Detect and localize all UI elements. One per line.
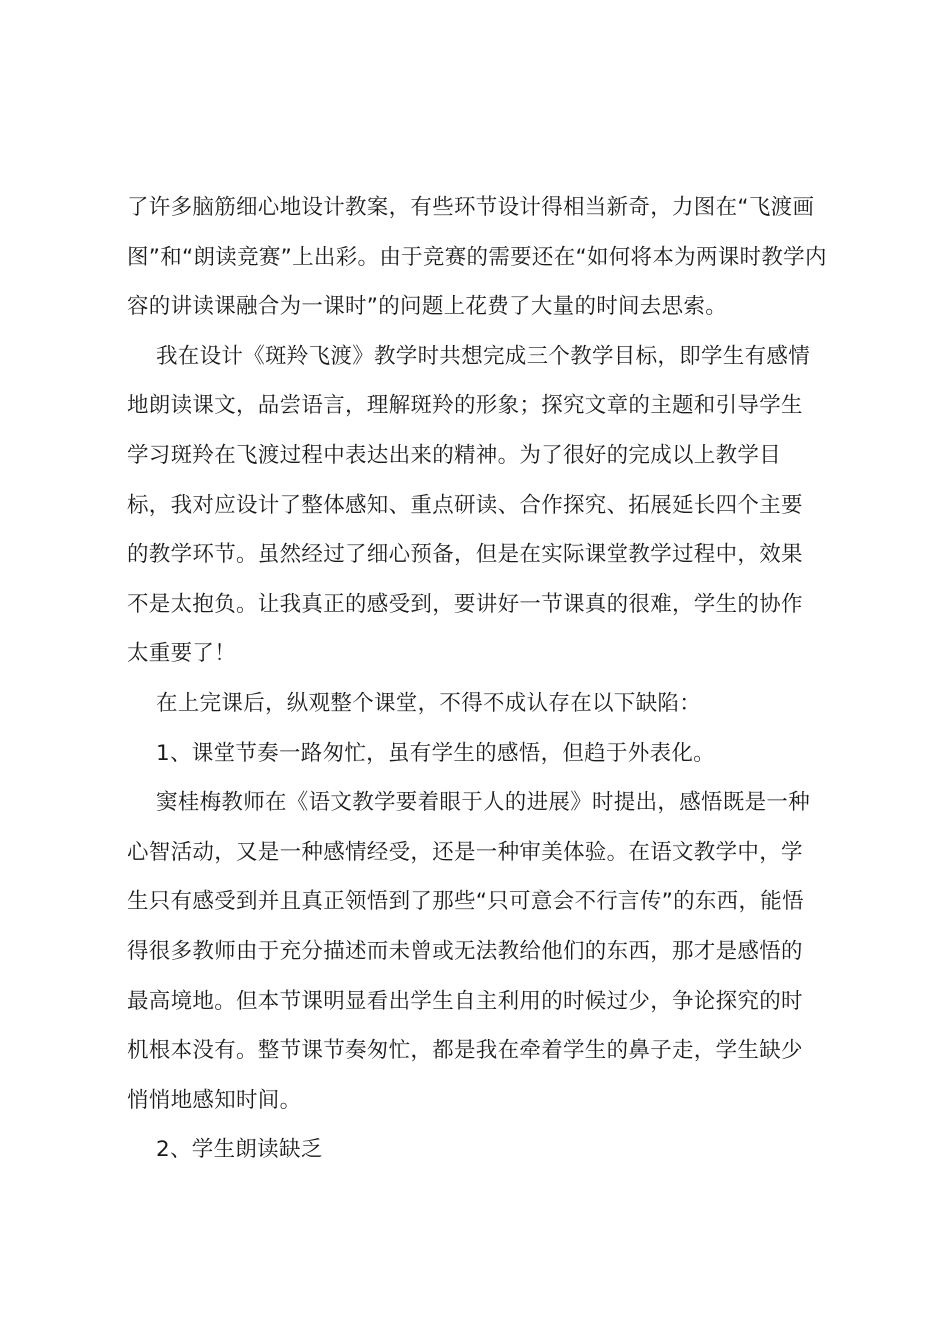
text-line-2: 图”和“朗读竞赛”上出彩。由于竞赛的需要还在“如何将本为两课时教学内 [127, 244, 827, 270]
text-line-4: 我在设计《斑羚飞渡》教学时共想完成三个教学目标，即学生有感情 [156, 343, 811, 369]
text-line-16: 得很多教师由于充分描述而未曾或无法教给他们的东西，那才是感悟的 [127, 938, 803, 964]
text-line-9: 不是太抱负。让我真正的感受到，要讲好一节课真的很难，学生的协作 [127, 591, 803, 617]
text-line-12: 1、课堂节奏一路匆忙，虽有学生的感悟，但趋于外表化。 [156, 740, 715, 766]
text-line-1: 了许多脑筋细心地设计教案，有些环节设计得相当新奇，力图在“飞渡画 [127, 195, 815, 220]
text-line-19: 悄悄地感知时间。 [127, 1087, 302, 1113]
text-line-11: 在上完课后，纵观整个课堂，不得不成认存在以下缺陷： [156, 690, 702, 716]
text-line-6: 学习斑羚在飞渡过程中表达出来的精神。为了很好的完成以上教学目 [127, 442, 782, 468]
text-line-15: 生只有感受到并且真正领悟到了那些“只可意会不行言传”的东西，能悟 [127, 889, 804, 915]
text-line-10: 太重要了！ [127, 641, 237, 667]
text-line-7: 标，我对应设计了整体感知、重点研读、合作探究、拓展延长四个主要 [127, 492, 803, 518]
text-line-14: 心智活动，又是一种感情经受，还是一种审美体验。在语文教学中，学 [127, 839, 803, 865]
text-line-5: 地朗读课文，品尝语言，理解斑羚的形象；探究文章的主题和引导学生 [127, 393, 803, 419]
text-line-17: 最高境地。但本节课明显看出学生自主利用的时候过少，争论探究的时 [127, 988, 803, 1014]
document-body [127, 183, 835, 1175]
text-line-18: 机根本没有。整节课节奏匆忙，都是我在牵着学生的鼻子走，学生缺少 [127, 1038, 803, 1064]
text-line-3: 容的讲读课融合为一课时”的问题上花费了大量的时间去思索。 [127, 294, 728, 320]
text-line-8: 的教学环节。虽然经过了细心预备，但是在实际课堂教学过程中，效果 [127, 542, 803, 568]
text-line-20: 2、学生朗读缺乏 [156, 1137, 323, 1163]
text-line-13: 窦桂梅教师在《语文教学要着眼于人的进展》时提出，感悟既是一种 [156, 790, 811, 816]
